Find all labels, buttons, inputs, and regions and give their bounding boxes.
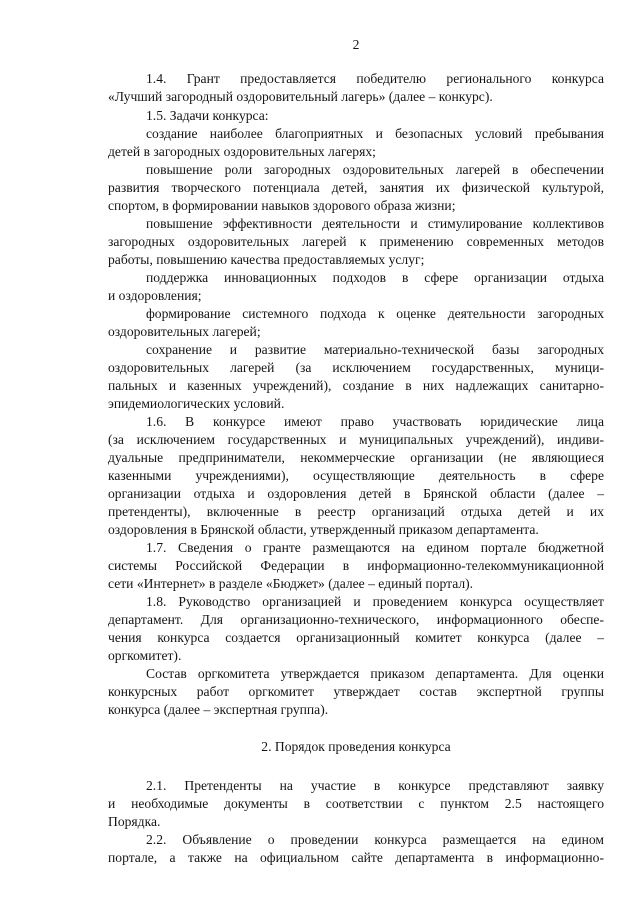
text-line: конкурса (далее – экспертная группа).: [108, 702, 329, 717]
page-number: 2: [352, 37, 360, 52]
text-line: (за исключением государственных и муниципальных учреждений), индиви-: [108, 432, 604, 447]
text-line: сохранение и развитие материально-технической базы загородных: [146, 342, 604, 357]
section-heading: 2. Порядок проведения конкурса: [261, 739, 451, 754]
text-line: эпидемиологических условий.: [108, 396, 285, 411]
text-line: создание наиболее благоприятных и безопасных условий пребывания: [146, 126, 604, 141]
text-line: Состав оргкомитета утверждается приказом департамента. Для оценки: [146, 666, 604, 681]
text-line: поддержка инновационных подходов в сфере организации отдыха: [146, 270, 604, 285]
text-line: Порядка.: [108, 814, 161, 829]
text-line: спортом, в формировании навыков здорового образа жизни;: [108, 198, 456, 213]
text-line: загородных оздоровительных лагерей к применению современных методов: [108, 234, 604, 249]
text-line: системы Российской Федерации в информационно-телекоммуникационной: [108, 558, 604, 573]
document-page: [108, 0, 604, 905]
text-line: дуальные предприниматели, некоммерческие организации (не являющиеся: [108, 450, 604, 465]
text-line: сети «Интернет» в разделе «Бюджет» (далее – единый портал).: [108, 576, 474, 591]
text-line: 1.4. Грант предоставляется победителю регионального конкурса: [146, 71, 604, 86]
text-line: претенденты), включенные в реестр организаций отдыха детей и их: [108, 504, 604, 519]
text-line: и необходимые документы в соответствии с пунктом 2.5 настоящего: [108, 796, 604, 811]
text-line: 1.5. Задачи конкурса:: [146, 108, 269, 123]
text-line: 2.2. Объявление о проведении конкурса размещается на едином: [146, 832, 604, 847]
text-line: конкурсных работ оргкомитет утверждает состав экспертной группы: [108, 684, 604, 699]
text-line: формирование системного подхода к оценке деятельности загородных: [146, 306, 604, 321]
text-line: казенными учреждениями), осуществляющие деятельность в сфере: [108, 468, 604, 483]
text-line: работы, повышению качества предоставляемых услуг;: [108, 252, 425, 267]
text-line: развития творческого потенциала детей, занятия их физической культурой,: [108, 180, 604, 195]
text-line: организации отдыха и оздоровления детей в Брянской области (далее –: [108, 486, 604, 501]
text-line: повышение роли загородных оздоровительных лагерей в обеспечении: [146, 162, 604, 177]
text-line: и оздоровления;: [108, 288, 202, 303]
text-line: оздоровления в Брянской области, утвержденный приказом департамента.: [108, 522, 539, 537]
text-line: 1.8. Руководство организацией и проведением конкурса осуществляет: [146, 594, 604, 609]
text-line: оргкомитет).: [108, 648, 182, 663]
text-line: «Лучший загородный оздоровительный лагерь» (далее – конкурс).: [108, 89, 493, 104]
text-line: 2.1. Претенденты на участие в конкурсе представляют заявку: [146, 778, 604, 793]
text-line: 1.6. В конкурсе имеют право участвовать юридические лица: [146, 414, 604, 429]
text-line: оздоровительных лагерей;: [108, 324, 261, 339]
text-line: оздоровительных лагерей (за исключением государственных, муници-: [108, 360, 604, 375]
text-line: пальных и казенных учреждений), создание в них надлежащих санитарно-: [108, 378, 604, 393]
text-line: детей в загородных оздоровительных лагерях;: [108, 144, 376, 159]
text-line: повышение эффективности деятельности и стимулирование коллективов: [146, 216, 604, 231]
text-line: 1.7. Сведения о гранте размещаются на едином портале бюджетной: [146, 540, 604, 555]
text-line: чения конкурса создается организационный комитет конкурса (далее –: [108, 630, 604, 645]
text-line: департамент. Для организационно-технического, информационного обеспе-: [108, 612, 604, 627]
text-line: портале, а также на официальном сайте департамента в информационно-: [108, 850, 604, 865]
